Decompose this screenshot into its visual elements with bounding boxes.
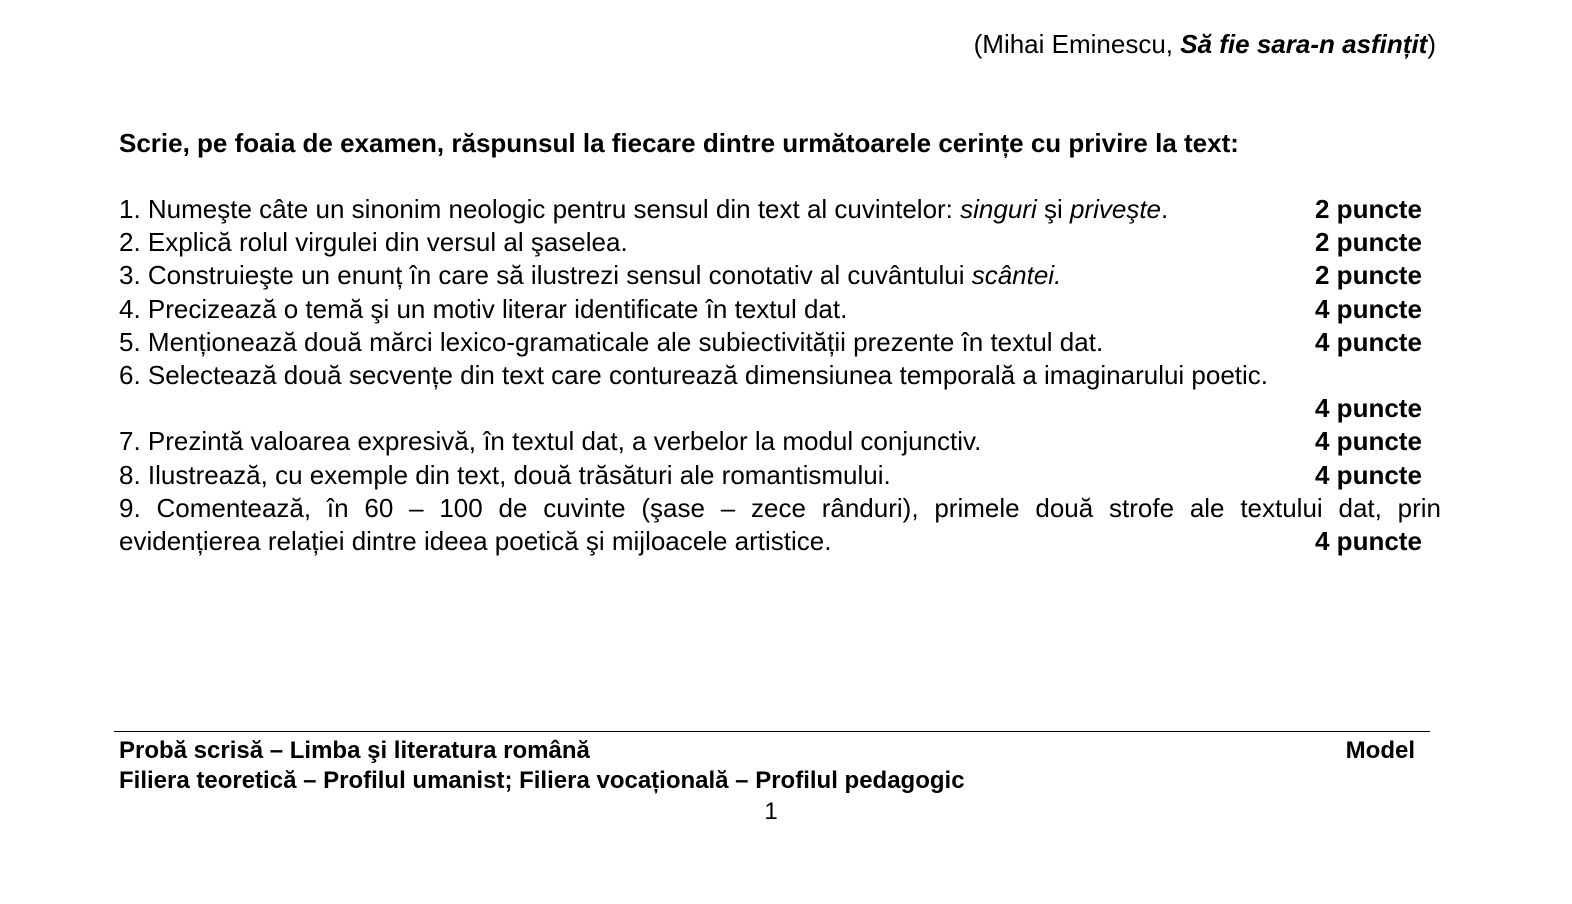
attribution-author: (Mihai Eminescu, [973,29,1181,59]
points-label: 2 puncte [1315,194,1422,224]
poem-title: Să fie sara-n asfințit [1180,29,1428,59]
poem-attribution [974,26,1436,62]
attribution-close: ) [1427,29,1436,59]
page-number: 1 [764,798,778,825]
requirement-8 [119,459,1441,492]
points-label: 4 puncte [1315,326,1422,357]
points-label: 4 puncte [1315,525,1422,556]
requirement-text: 5. Menționează două mărci lexico-gramaticale ale subiectivității prezente în textul dat. [119,326,1104,357]
requirement-4 [119,293,1441,326]
points-label: 4 puncte [1315,459,1422,490]
requirement-text-line2: evidențierea relației dintre ideea poetică şi mijloacele artistice. [119,525,832,556]
requirement-3 [119,259,1441,292]
emphasized-word: priveşte [1069,194,1162,224]
requirement-text: 4. Precizează o temă şi un motiv literar identificate în textul dat. [119,293,848,324]
points-label: 2 puncte [1315,227,1422,258]
requirement-9 [119,492,1441,525]
requirement-text: 3. Construieşte un enunț în care să ilustrezi sensul conotativ al cuvântului scântei. [119,260,1062,291]
footer-exam-title: Probă scrisă – Limba şi literatura română [119,737,590,764]
requirement-5 [119,326,1441,359]
footer-model-label: Model [1345,737,1415,764]
requirement-text: 2. Explică rolul virgulei din versul al şaselea. [119,227,628,258]
requirement-6-points-row [119,392,1441,425]
footer-divider [114,731,1430,732]
emphasized-word: scântei. [971,260,1062,291]
requirement-2 [119,226,1441,259]
points-label: 4 puncte [1315,293,1422,324]
instruction-heading: Scrie, pe foaia de examen, răspunsul la fiecare dintre următoarele cerințe cu privire la text: [119,128,1239,158]
points-label: 4 puncte [1315,393,1422,424]
requirement-text: 6. Selectează două secvențe din text care conturează dimensiunea temporală a imaginarului poetic. [119,359,1269,390]
points-label: 2 puncte [1315,260,1422,291]
requirement-text: 7. Prezintă valoarea expresivă, în textul dat, a verbelor la modul conjunctiv. [119,426,982,457]
requirement-1 [119,193,1441,226]
points-label: 4 puncte [1315,426,1422,457]
footer-track-profile: Filiera teoretică – Profilul umanist; Filiera vocațională – Profilul pedagogic [119,767,965,794]
requirement-text: 1. Numeşte câte un sinonim neologic pentru sensul din text al cuvintelor: singuri şi priveşte. [119,194,1169,224]
requirement-text: 8. Ilustrează, cu exemple din text, două trăsături ale romantismului. [119,459,891,490]
requirement-9-line2 [119,525,1441,558]
requirement-6 [119,359,1441,392]
requirement-7 [119,425,1441,458]
requirements-list [119,193,1441,558]
requirement-text-line1: 9. Comentează, în 60 – 100 de cuvinte (şase – zece rânduri), primele două strofe ale textului dat, prin [119,492,1441,523]
emphasized-word: singuri [960,194,1037,224]
